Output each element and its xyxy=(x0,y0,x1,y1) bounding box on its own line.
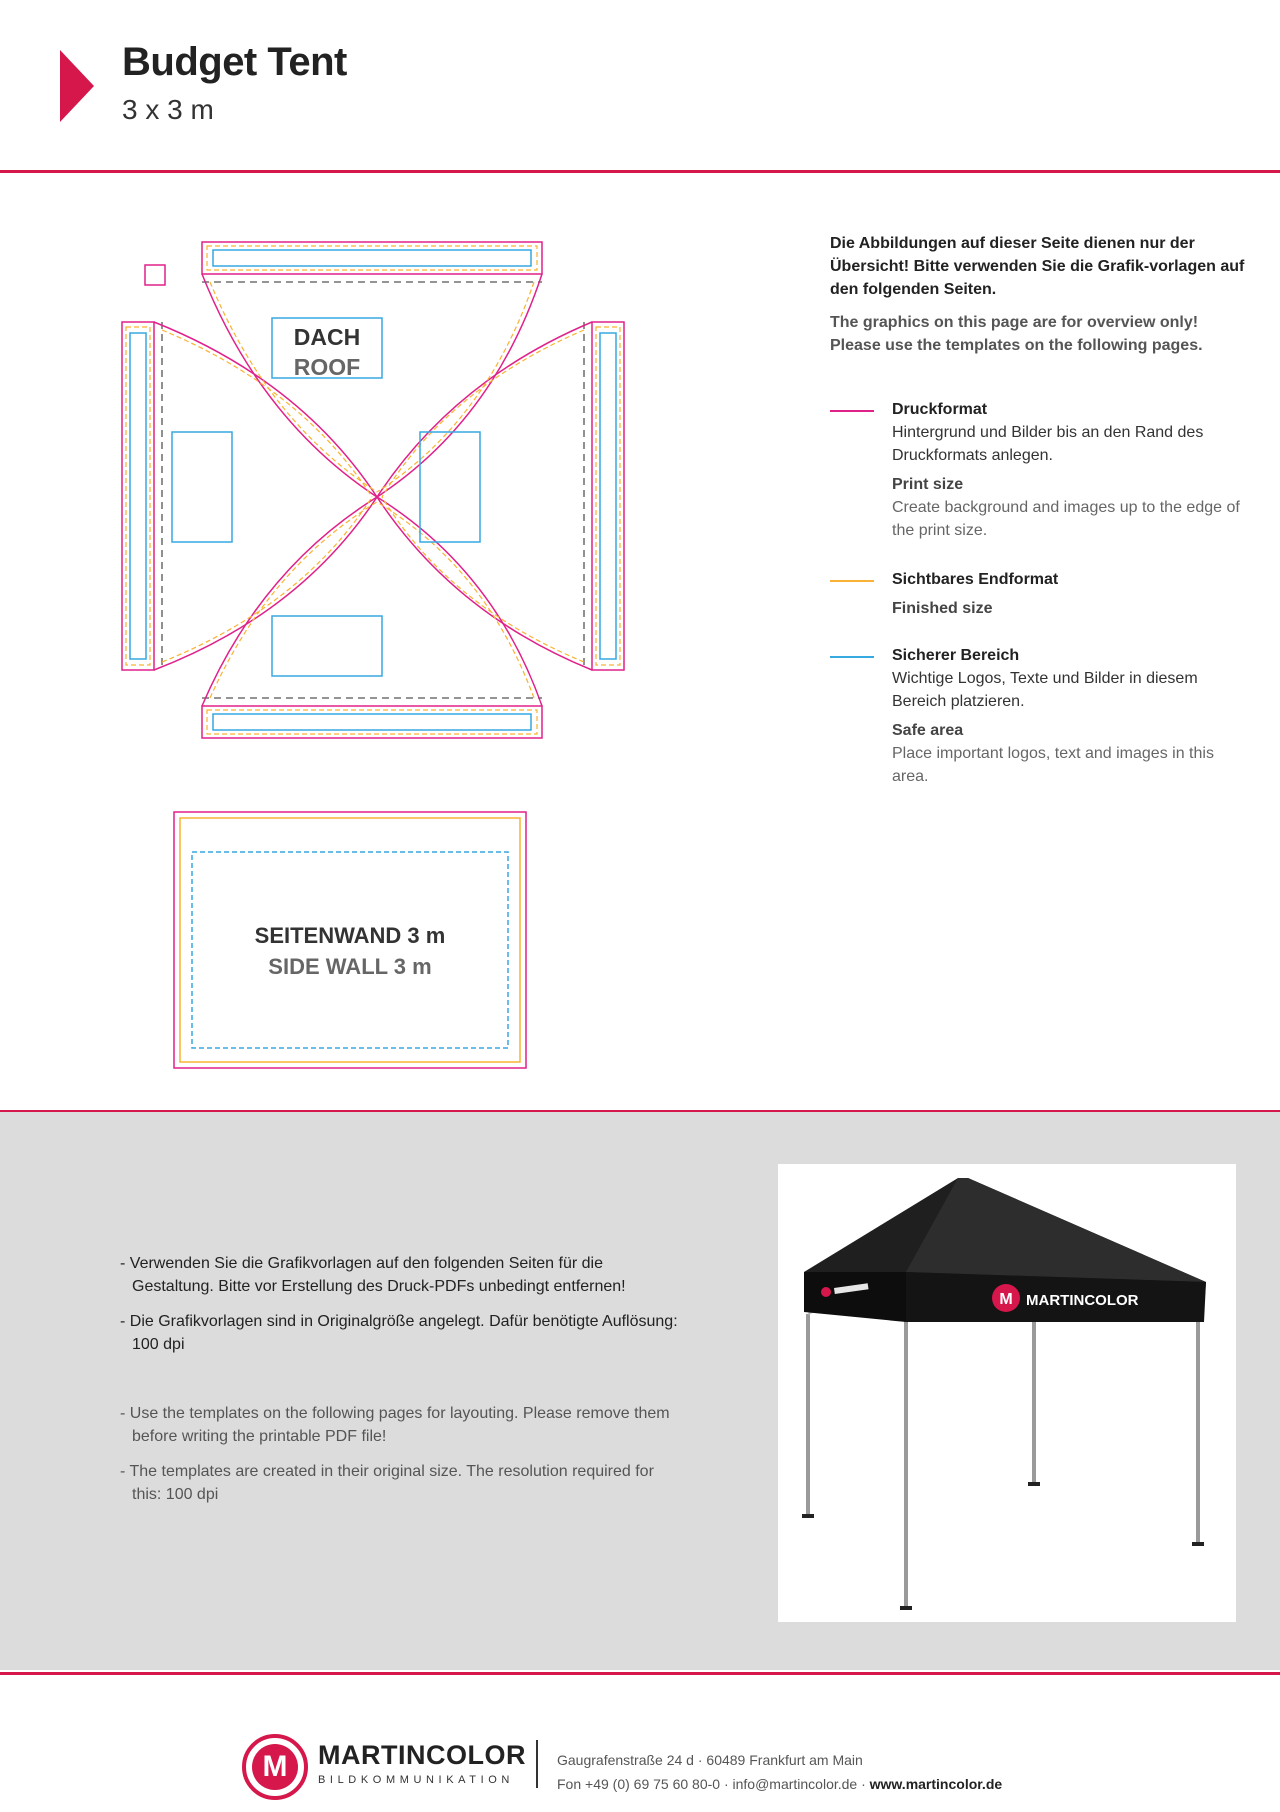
legend-item-safe-area xyxy=(830,644,1250,794)
footer-brand: MARTINCOLOR xyxy=(318,1740,526,1770)
instruction-en-1: - Use the templates on the following pages for layouting. Please remove them before writing the printable PDF file! xyxy=(120,1405,670,1445)
note-en: The graphics on this page are for overview only! Please use the templates on the following pages. xyxy=(830,314,1203,354)
page-footer xyxy=(0,1676,1280,1812)
page-subtitle: 3 x 3 m xyxy=(122,94,214,125)
page-title: Budget Tent xyxy=(122,40,347,84)
tent-product-image xyxy=(778,1164,1236,1622)
footer-address: Gaugrafenstraße 24 d · 60489 Frankfurt am Main xyxy=(557,1752,863,1768)
roof-safe-left xyxy=(172,432,232,542)
legend-title-en: Print size xyxy=(892,476,964,493)
legend-title-de: Druckformat xyxy=(892,401,988,418)
footer-address-block xyxy=(557,1748,1002,1796)
legend-desc-en: Place important logos, text and images in this area. xyxy=(892,745,1214,785)
valance-right xyxy=(592,322,624,670)
roof-safe-right xyxy=(420,432,480,542)
footer-website-link[interactable]: www.martincolor.de xyxy=(869,1776,1003,1792)
roof-label-de: DACH xyxy=(293,324,361,350)
safe-area-line-icon xyxy=(830,656,874,658)
finished-size-line-icon xyxy=(830,580,874,582)
legend-title-en: Finished size xyxy=(892,600,993,617)
legend-desc-de: Wichtige Logos, Texte und Bilder in diesem Bereich platzieren. xyxy=(892,670,1198,710)
note-de: Die Abbildungen auf dieser Seite dienen nur der Übersicht! Bitte verwenden Sie die Grafik-vorlagen auf den folgenden Seiten. xyxy=(830,235,1245,298)
roof-label-en: ROOF xyxy=(293,354,361,380)
roof-label xyxy=(272,322,382,382)
legend-desc-de: Hintergrund und Bilder bis an den Rand des Druckformats anlegen. xyxy=(892,424,1204,464)
print-size-line-icon xyxy=(830,410,874,412)
overview-notes xyxy=(830,232,1250,357)
brand-triangle-icon xyxy=(60,50,94,122)
footer-separator xyxy=(536,1740,538,1788)
tent-template-diagram xyxy=(110,230,650,1080)
tent-illustration xyxy=(778,1164,1236,1622)
reference-square xyxy=(145,265,165,285)
header-divider xyxy=(0,170,1280,173)
sidewall-label-de: SEITENWAND 3 m xyxy=(254,923,446,948)
sidewall-label-en: SIDE WALL 3 m xyxy=(268,954,432,979)
sidewall-label xyxy=(174,920,526,982)
valance-bottom xyxy=(202,706,542,738)
valance-left xyxy=(122,322,154,670)
page-header xyxy=(0,0,1280,172)
legend-title-de: Sicherer Bereich xyxy=(892,647,1020,664)
photo-logo-letter: M xyxy=(999,1291,1013,1308)
instruction-de-1: - Verwenden Sie die Grafikvorlagen auf den folgenden Seiten für die Gestaltung. Bitte vor Erstellung des Druck-PDFs unbedingt entfernen! xyxy=(120,1255,626,1295)
legend-item-finished-size xyxy=(830,568,1250,628)
legend-item-print-size xyxy=(830,398,1250,548)
legend-title-en: Safe area xyxy=(892,722,964,739)
legend-title-de: Sichtbares Endformat xyxy=(892,571,1059,588)
instruction-de-2: - Die Grafikvorlagen sind in Originalgröße angelegt. Dafür benötigte Auflösung: 100 dpi xyxy=(120,1313,678,1353)
martincolor-logo-icon xyxy=(242,1734,308,1800)
instruction-en-2: - The templates are created in their original size. The resolution required for this: 100 dpi xyxy=(120,1463,654,1503)
photo-brand-text: MARTINCOLOR xyxy=(1026,1292,1139,1309)
legend-desc-en: Create background and images up to the edge of the print size. xyxy=(892,499,1240,539)
valance-top xyxy=(202,242,542,274)
logo-letter: M xyxy=(252,1744,298,1790)
footer-brand-sub: BILDKOMMUNIKATION xyxy=(318,1774,514,1786)
footer-divider xyxy=(0,1672,1280,1675)
instructions-list xyxy=(120,1252,680,1518)
footer-contact: Fon +49 (0) 69 75 60 80-0 · info@martincolor.de · xyxy=(557,1776,870,1792)
roof-safe-bottom xyxy=(272,616,382,676)
